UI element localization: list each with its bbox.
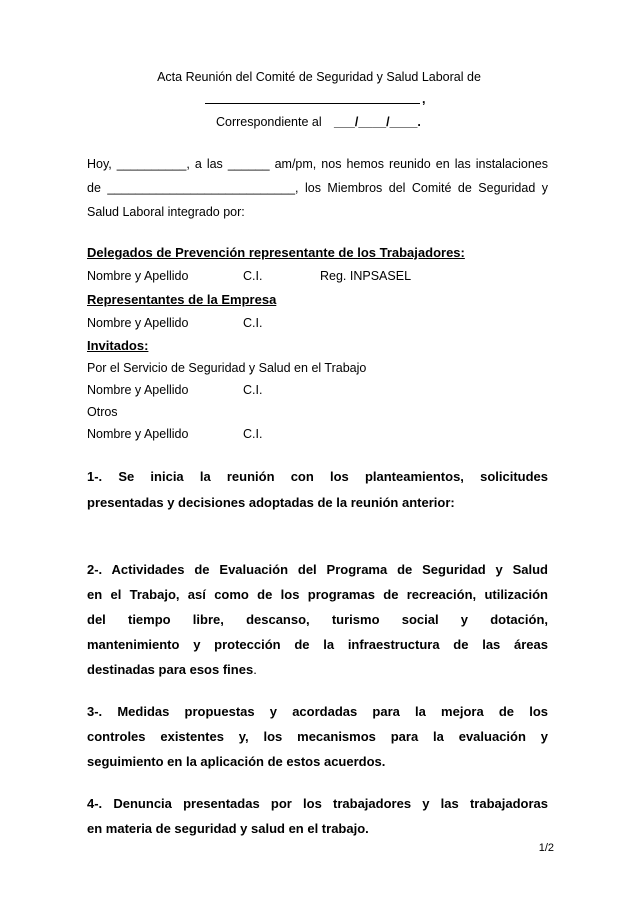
- delegados-col-ci: C.I.: [243, 269, 263, 283]
- invitados-col-ci-2: C.I.: [243, 427, 263, 441]
- correspondiente-label: Correspondiente al: [216, 115, 322, 129]
- document-title: Acta Reunión del Comité de Seguridad y Salud Laboral de: [157, 70, 481, 84]
- item-2-line-3: del tiempo libre, descanso, turismo social y dotación,: [87, 612, 548, 627]
- intro-line-3: Salud Laboral integrado por:: [87, 205, 245, 219]
- invitados-servicio: Por el Servicio de Seguridad y Salud en el Trabajo: [87, 361, 367, 375]
- item-3-line-3: seguimiento en la aplicación de estos acuerdos.: [87, 754, 386, 769]
- item-2-end-period: .: [253, 662, 257, 677]
- item-4-line-1: 4-. Denuncia presentadas por los trabajadores y las trabajadoras: [87, 796, 548, 811]
- delegados-col-name: Nombre y Apellido: [87, 269, 189, 283]
- invitados-col-name-1: Nombre y Apellido: [87, 383, 189, 397]
- item-4-line-2: en materia de seguridad y salud en el trabajo.: [87, 821, 369, 836]
- item-1-line-2: presentadas y decisiones adoptadas de la reunión anterior:: [87, 495, 455, 510]
- page-number: 1/2: [538, 842, 554, 854]
- item-3-line-2: controles existentes y, los mecanismos para la evaluación y: [87, 729, 548, 744]
- item-2-line-2: en el Trabajo, así como de los programas de recreación, utilización: [87, 587, 548, 602]
- item-3-line-1: 3-. Medidas propuestas y acordadas para la mejora de los: [87, 704, 548, 719]
- empresa-col-ci: C.I.: [243, 316, 263, 330]
- delegados-heading: Delegados de Prevención representante de los Trabajadores:: [87, 245, 465, 260]
- item-1-line-1: 1-. Se inicia la reunión con los planteamientos, solicitudes: [87, 469, 548, 484]
- item-2-line-5-text: destinadas para esos fines: [87, 662, 254, 677]
- intro-line-1: Hoy, __________, a las ______ am/pm, nos hemos reunido en las instalaciones: [87, 157, 548, 171]
- title-blank-line: [205, 103, 420, 104]
- invitados-otros: Otros: [87, 405, 118, 419]
- invitados-heading: Invitados:: [87, 338, 149, 353]
- item-2-line-1: 2-. Actividades de Evaluación del Programa de Seguridad y Salud: [87, 562, 548, 577]
- item-2-line-4: mantenimiento y protección de la infraestructura de las áreas: [87, 637, 548, 652]
- empresa-heading: Representantes de la Empresa: [87, 292, 277, 307]
- delegados-col-reg: Reg. INPSASEL: [320, 269, 412, 283]
- intro-line-2: de ___________________________, los Miembros del Comité de Seguridad y: [87, 181, 548, 195]
- invitados-col-ci-1: C.I.: [243, 383, 263, 397]
- item-2-line-5: [87, 662, 257, 677]
- empresa-col-name: Nombre y Apellido: [87, 316, 189, 330]
- title-blank-comma: ,: [422, 92, 426, 106]
- invitados-col-name-2: Nombre y Apellido: [87, 427, 189, 441]
- date-blank: ___/____/____.: [334, 115, 421, 129]
